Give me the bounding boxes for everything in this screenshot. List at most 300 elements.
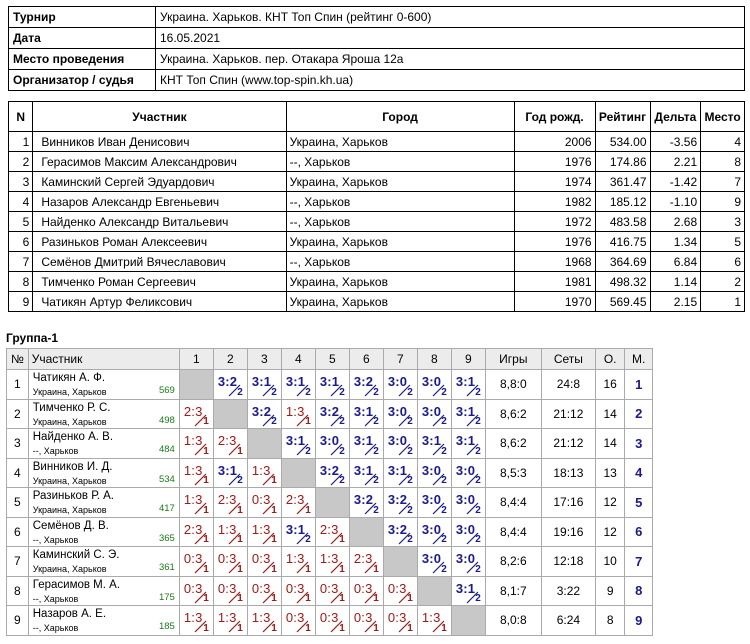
participant-rating: 174.86 [595, 152, 650, 172]
match-cell [179, 488, 213, 518]
group-player-cell [28, 458, 179, 488]
participant-row [9, 272, 745, 292]
match-cell [213, 576, 247, 606]
player-rating: 484 [158, 444, 175, 455]
group-place: 8 [625, 576, 653, 606]
group-points: 9 [595, 576, 624, 606]
group-points: 8 [595, 606, 624, 636]
match-cell [451, 370, 485, 400]
match-score: 0:3 [387, 610, 407, 625]
match-result [452, 547, 485, 576]
info-value: КНТ Топ Спин (www.top-spin.kh.ua) [156, 70, 745, 91]
participant-year: 2006 [514, 132, 595, 152]
match-cell [451, 517, 485, 547]
match-cell [383, 370, 417, 400]
match-points: 2 [305, 445, 311, 457]
group-place: 9 [625, 606, 653, 636]
group-player-cell [28, 547, 179, 577]
match-result [384, 518, 417, 547]
participant-rating: 498.32 [595, 272, 650, 292]
match-points: 1 [271, 475, 277, 486]
match-result [350, 606, 383, 635]
group-place-header: М. [625, 349, 653, 370]
participant-year: 1968 [514, 252, 595, 272]
group-games: 8,6:2 [485, 399, 541, 429]
match-points: 1 [339, 563, 345, 575]
match-score: 3:2 [217, 374, 238, 389]
group-place: 2 [625, 399, 653, 429]
match-score: 3:1 [455, 433, 476, 448]
match-points: 2 [271, 416, 277, 427]
match-points: 2 [441, 504, 447, 516]
match-score: 3:1 [251, 374, 272, 389]
match-cell [383, 399, 417, 429]
match-cell [213, 547, 247, 577]
match-cell [213, 458, 247, 488]
match-score: 3:0 [455, 492, 476, 507]
match-cell [349, 547, 383, 577]
match-cell [281, 547, 315, 577]
match-cell [451, 399, 485, 429]
group-row-number: 5 [7, 488, 29, 518]
match-points: 1 [203, 416, 209, 427]
match-points: 2 [441, 386, 447, 398]
match-score: 1:3 [285, 403, 305, 419]
match-cell [247, 517, 281, 547]
match-result [282, 547, 315, 576]
match-result [282, 400, 315, 429]
match-result [418, 547, 451, 576]
match-points: 2 [475, 416, 481, 427]
group-row [7, 399, 653, 429]
participant-city: Украина, Харьков [286, 292, 514, 312]
match-cell [315, 606, 349, 636]
group-place: 3 [625, 429, 653, 459]
match-points: 2 [407, 534, 413, 545]
player-city: Украина, Харьков [32, 505, 107, 515]
match-result [248, 488, 281, 517]
participant-row [9, 232, 745, 252]
match-points: 1 [305, 622, 311, 634]
player-name: Семёнов Д. В. [32, 519, 109, 532]
match-result [418, 400, 451, 429]
match-cell [179, 547, 213, 577]
player-name: Назаров А. Е. [32, 608, 107, 620]
match-points: 1 [237, 534, 243, 545]
match-result [248, 518, 281, 547]
match-points: 1 [339, 534, 345, 545]
participant-city: --, Харьков [286, 192, 514, 212]
match-score: 3:0 [387, 433, 408, 448]
group-sets: 19:16 [541, 517, 595, 547]
match-points: 2 [237, 386, 243, 398]
self-match-cell [383, 547, 417, 577]
group-row-number: 7 [7, 547, 29, 577]
match-score: 3:0 [455, 462, 476, 478]
match-cell [383, 488, 417, 518]
match-result [384, 577, 417, 606]
match-score: 0:3 [251, 492, 271, 507]
match-result [248, 459, 281, 488]
match-points: 2 [339, 445, 345, 457]
match-points: 1 [203, 534, 209, 545]
match-result [418, 606, 451, 635]
player-rating: 498 [158, 414, 175, 426]
match-result [452, 429, 485, 458]
info-value: Украина. Харьков. пер. Отакара Яроша 12а [156, 49, 745, 70]
participant-name: Семёнов Дмитрий Вячеславович [33, 252, 286, 272]
group-games: 8,8:0 [485, 370, 541, 400]
participant-city: Украина, Харьков [286, 272, 514, 292]
match-score: 0:3 [217, 551, 237, 566]
player-name: Герасимов М. А. [32, 578, 121, 591]
match-result [316, 518, 349, 547]
match-cell [213, 370, 247, 400]
match-points: 2 [339, 386, 345, 398]
group-opponent-header: 1 [179, 349, 213, 370]
match-points: 1 [271, 504, 277, 516]
match-score: 3:2 [251, 403, 272, 419]
match-cell [179, 517, 213, 547]
tournament-info-body [9, 7, 745, 91]
participant-rating: 534.00 [595, 132, 650, 152]
participant-year: 1982 [514, 192, 595, 212]
participant-delta: -1.10 [650, 192, 701, 212]
match-cell [383, 429, 417, 459]
match-cell [179, 458, 213, 488]
participant-name: Найденко Александр Витальевич [33, 212, 286, 232]
group-sets: 24:8 [541, 370, 595, 400]
match-cell [247, 606, 281, 636]
participant-city: Украина, Харьков [286, 132, 514, 152]
group-row [7, 370, 653, 400]
participant-year: 1976 [514, 152, 595, 172]
group-games: 8,0:8 [485, 606, 541, 636]
match-points: 1 [339, 622, 345, 634]
player-city: Украина, Харьков [32, 564, 107, 574]
match-score: 3:0 [421, 551, 442, 566]
match-score: 2:3 [217, 433, 237, 448]
group-row-number: 9 [7, 606, 29, 636]
match-cell [281, 370, 315, 400]
match-cell [383, 576, 417, 606]
match-cell [281, 429, 315, 459]
player-rating: 361 [158, 562, 175, 573]
match-score: 3:1 [353, 403, 374, 419]
participant-rating: 416.75 [595, 232, 650, 252]
player-rating: 417 [158, 503, 175, 514]
match-result [180, 606, 213, 635]
match-result [350, 577, 383, 606]
match-result [316, 459, 349, 488]
match-points: 1 [305, 563, 311, 575]
player-city: Украина, Харьков [32, 475, 107, 486]
match-result [214, 577, 247, 606]
match-score: 1:3 [217, 610, 237, 625]
match-score: 3:1 [285, 374, 306, 389]
match-cell [451, 488, 485, 518]
match-cell [213, 606, 247, 636]
participant-city: --, Харьков [286, 252, 514, 272]
group-body [7, 370, 653, 636]
participants-header-row [9, 102, 745, 132]
match-result [248, 606, 281, 635]
match-points: 1 [237, 445, 243, 457]
group-row [7, 547, 653, 577]
match-score: 1:3 [285, 551, 305, 566]
match-points: 2 [441, 416, 447, 427]
match-points: 2 [373, 416, 379, 427]
group-games: 8,1:7 [485, 576, 541, 606]
participant-n: 1 [9, 132, 33, 152]
group-opponent-header: 6 [349, 349, 383, 370]
group-opponent-header: 3 [247, 349, 281, 370]
group-row-number: 6 [7, 517, 29, 547]
match-score: 3:0 [421, 521, 442, 537]
match-cell [315, 370, 349, 400]
group-player-cell [28, 606, 179, 636]
participant-place: 2 [701, 272, 745, 292]
match-result [418, 488, 451, 517]
info-row [9, 28, 745, 49]
match-points: 2 [475, 593, 481, 604]
group-points: 12 [595, 488, 624, 518]
match-points: 1 [271, 593, 277, 604]
match-cell [417, 488, 451, 518]
match-points: 1 [203, 593, 209, 604]
group-place: 4 [625, 458, 653, 488]
match-cell [315, 517, 349, 547]
group-points: 14 [595, 429, 624, 459]
group-sets: 12:18 [541, 547, 595, 577]
group-place: 5 [625, 488, 653, 518]
match-score: 3:2 [353, 492, 374, 507]
self-match-cell [451, 606, 485, 636]
match-score: 3:1 [217, 462, 238, 478]
participant-delta: 2.21 [650, 152, 701, 172]
match-result [418, 429, 451, 458]
match-cell [179, 576, 213, 606]
match-cell [281, 576, 315, 606]
match-cell [349, 576, 383, 606]
self-match-cell [213, 399, 247, 429]
match-result [282, 606, 315, 635]
participant-rating: 483.58 [595, 212, 650, 232]
group-opponent-header: 7 [383, 349, 417, 370]
match-cell [247, 576, 281, 606]
self-match-cell [315, 488, 349, 518]
group-row [7, 429, 653, 459]
participant-delta: 6.84 [650, 252, 701, 272]
participant-n: 8 [9, 272, 33, 292]
match-points: 2 [339, 475, 345, 486]
match-result [452, 370, 485, 399]
match-cell [281, 517, 315, 547]
match-result [248, 400, 281, 429]
match-score: 1:3 [251, 462, 271, 478]
match-result [180, 518, 213, 547]
match-result [248, 370, 281, 399]
match-cell [451, 547, 485, 577]
match-result [180, 547, 213, 576]
match-points: 1 [305, 593, 311, 604]
match-score: 3:1 [387, 462, 408, 478]
match-result [180, 488, 213, 517]
participant-year: 1974 [514, 172, 595, 192]
match-result [418, 459, 451, 488]
match-cell [213, 429, 247, 459]
group-opponent-header: 2 [213, 349, 247, 370]
player-name: Каминский С. Э. [32, 549, 120, 561]
group-row-number: 8 [7, 576, 29, 606]
match-score: 1:3 [183, 492, 203, 507]
match-score: 3:1 [285, 521, 306, 537]
participants-column-header: Место [701, 102, 745, 132]
group-player-cell [28, 576, 179, 606]
group-header-row [7, 349, 653, 370]
group-sets: 21:12 [541, 429, 595, 459]
match-score: 2:3 [183, 521, 203, 537]
participant-row [9, 292, 745, 312]
match-points: 1 [407, 593, 413, 604]
match-score: 1:3 [217, 521, 237, 537]
match-result [350, 547, 383, 576]
match-cell [247, 399, 281, 429]
match-points: 2 [305, 534, 311, 545]
match-score: 3:2 [319, 403, 340, 419]
match-result [248, 547, 281, 576]
participant-row [9, 252, 745, 272]
match-score: 3:1 [455, 403, 476, 419]
match-cell [451, 576, 485, 606]
match-result [384, 488, 417, 517]
match-score: 3:2 [353, 374, 374, 389]
match-result [214, 488, 247, 517]
participant-name: Винников Иван Денисович [33, 132, 286, 152]
match-result [282, 577, 315, 606]
participant-year: 1972 [514, 212, 595, 232]
participant-n: 6 [9, 232, 33, 252]
group-sets-header: Сеты [541, 349, 595, 370]
match-result [452, 577, 485, 606]
match-score: 3:0 [387, 374, 408, 389]
participant-delta: 1.34 [650, 232, 701, 252]
match-cell [349, 606, 383, 636]
match-score: 2:3 [183, 403, 203, 419]
participant-rating: 185.12 [595, 192, 650, 212]
group-row-number: 1 [7, 370, 29, 400]
match-cell [349, 399, 383, 429]
match-score: 3:0 [455, 521, 476, 537]
match-cell [315, 399, 349, 429]
match-result [418, 518, 451, 547]
match-score: 0:3 [183, 580, 203, 596]
participant-n: 7 [9, 252, 33, 272]
match-points: 1 [203, 504, 209, 516]
player-name: Винников И. Д. [32, 460, 113, 473]
match-result [180, 577, 213, 606]
match-points: 1 [203, 445, 209, 457]
match-points: 1 [373, 622, 379, 634]
group-points: 14 [595, 399, 624, 429]
group-opponent-header: 9 [451, 349, 485, 370]
group-row [7, 576, 653, 606]
match-score: 3:1 [455, 374, 476, 389]
participant-rating: 364.69 [595, 252, 650, 272]
participant-place: 1 [701, 292, 745, 312]
group-row-number: 4 [7, 458, 29, 488]
participant-city: Украина, Харьков [286, 172, 514, 192]
match-cell [213, 488, 247, 518]
match-result [350, 429, 383, 458]
match-score: 2:3 [353, 551, 373, 566]
info-label: Организатор / судья [9, 70, 156, 91]
match-score: 0:3 [319, 610, 339, 625]
participant-row [9, 212, 745, 232]
match-cell [247, 370, 281, 400]
participant-rating: 569.45 [595, 292, 650, 312]
match-cell [417, 458, 451, 488]
group-games: 8,6:2 [485, 429, 541, 459]
participants-column-header: Участник [33, 102, 286, 132]
participant-year: 1970 [514, 292, 595, 312]
match-score: 0:3 [183, 551, 203, 566]
player-city: --, Харьков [32, 623, 79, 633]
participant-place: 3 [701, 212, 745, 232]
participant-rating: 361.47 [595, 172, 650, 192]
participant-place: 4 [701, 132, 745, 152]
info-label: Турнир [9, 7, 156, 28]
match-points: 2 [373, 504, 379, 516]
participant-city: Украина, Харьков [286, 232, 514, 252]
self-match-cell [281, 458, 315, 488]
match-result [384, 429, 417, 458]
player-city: Украина, Харьков [32, 387, 107, 397]
match-result [214, 459, 247, 488]
match-result [282, 518, 315, 547]
match-cell [383, 517, 417, 547]
group-place: 6 [625, 517, 653, 547]
participant-row [9, 192, 745, 212]
player-rating: 175 [158, 591, 175, 603]
match-points: 1 [339, 593, 345, 604]
match-cell [281, 488, 315, 518]
match-result [214, 547, 247, 576]
group-opponent-header: 5 [315, 349, 349, 370]
participants-body [9, 132, 745, 312]
group-player-cell [28, 370, 179, 400]
match-score: 3:1 [421, 433, 442, 448]
match-result [316, 547, 349, 576]
match-score: 3:2 [387, 492, 408, 507]
match-cell [247, 488, 281, 518]
match-result [180, 400, 213, 429]
match-cell [247, 547, 281, 577]
match-result [452, 459, 485, 488]
tournament-info-table [8, 6, 745, 91]
match-cell [417, 547, 451, 577]
match-cell [383, 606, 417, 636]
participant-name: Разиньков Роман Алексеевич [33, 232, 286, 252]
match-points: 1 [441, 622, 447, 634]
self-match-cell [247, 429, 281, 459]
match-points: 2 [441, 475, 447, 486]
player-rating: 365 [158, 532, 175, 544]
group-place: 7 [625, 547, 653, 577]
info-label: Место проведения [9, 49, 156, 70]
participants-table [8, 101, 745, 312]
match-score: 3:0 [421, 403, 442, 419]
